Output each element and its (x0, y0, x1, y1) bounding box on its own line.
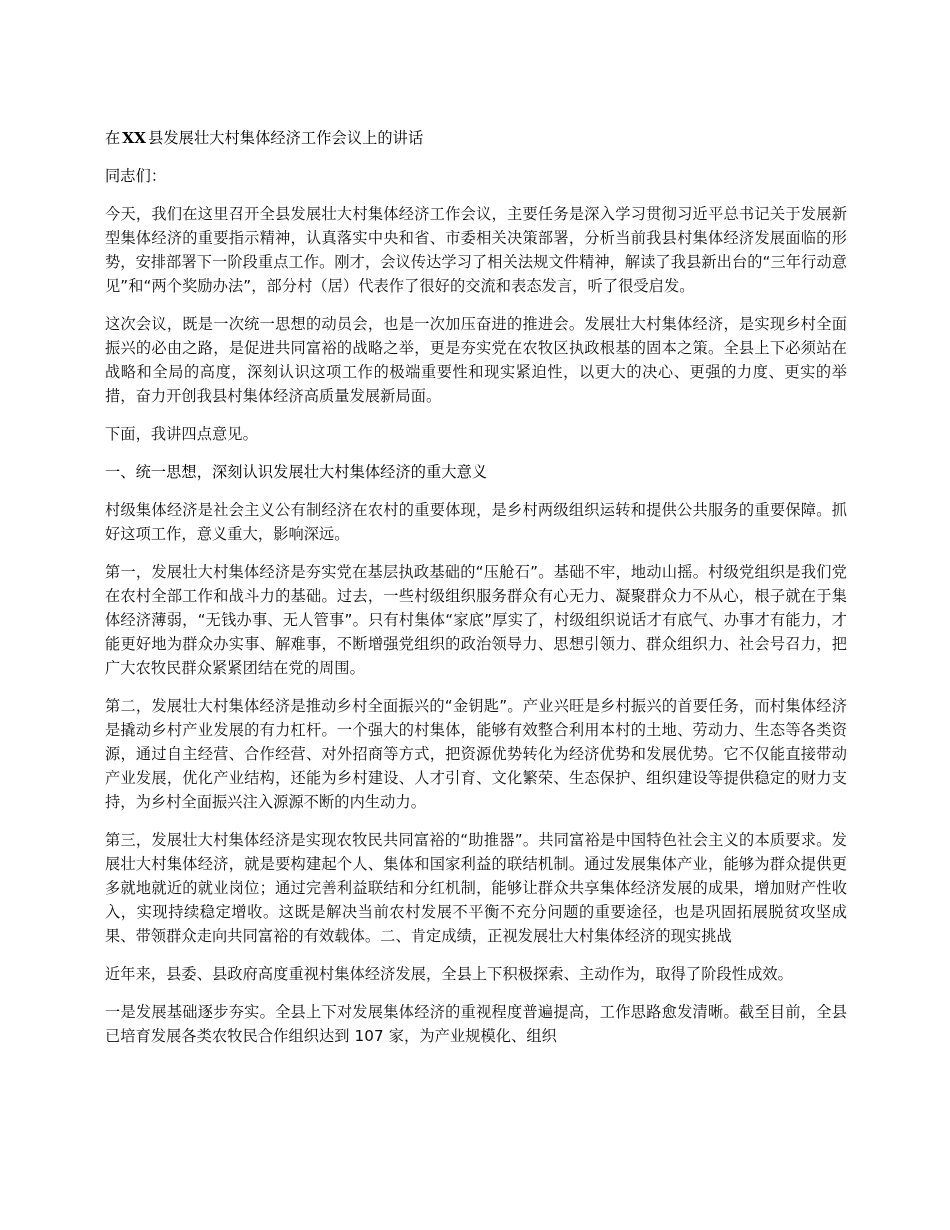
paragraph-village-economy-definition: 村级集体经济是社会主义公有制经济在农村的重要体现，是乡村两级组织运转和提供公共服务的重要保障。抓好这项工作，意义重大，影响深远。 (105, 501, 847, 543)
paragraph-four-points-lead: 下面，我讲四点意见。 (105, 425, 258, 443)
paragraph-achievement-one: 一是发展基础逐步夯实。全县上下对发展集体经济的重视程度普遍提高，工作思路愈发清晰。截至目前，全县已培育发展各类农牧民合作组织达到 107 家，为产业规模化、组织 (105, 1003, 847, 1045)
paragraph-point-second: 第二，发展壮大村集体经济是推动乡村全面振兴的“金钥匙”。产业兴旺是乡村振兴的首要任务，而村集体经济是撬动乡村产业发展的有力杠杆。一个强大的村集体，能够有效整合利用本村的土地、劳动力、生态等各类资源，通过自主经营、合作经营、对外招商等方式，把资源优势转化为经济优势和发展优势。它不仅能直接带动产业发展，优化产业结构，还能为乡村建设、人才引育、文化繁荣、生态保护、组织建设等提供稳定的财力支持，为乡村全面振兴注入源源不断的内生动力。 (105, 697, 847, 811)
document-body (105, 126, 847, 1048)
title-suffix: 县发展壮大村集体经济工作会议上的讲话 (148, 129, 424, 147)
salutation: 同志们： (105, 167, 167, 185)
paragraph-point-third: 第三，发展壮大村集体经济是实现农牧民共同富裕的“助推器”。共同富裕是中国特色社会主义的本质要求。发展壮大村集体经济，就是要构建起个人、集体和国家利益的联结机制。通过发展集体产业，能够为群众提供更多就地就近的就业岗位；通过完善利益联结和分红机制，能够让群众共享集体经济发展的成果，增加财产性收入，实现持续稳定增收。这既是解决当前农村发展不平衡不充分问题的重要途径，也是巩固拓展脱贫攻坚成果、带领群众走向共同富裕的有效载体。二、肯定成绩，正视发展壮大村集体经济的现实挑战 (105, 831, 847, 945)
title-prefix: 在 (105, 129, 121, 147)
section-heading-one: 一、统一思想，深刻认识发展壮大村集体经济的重大意义 (105, 463, 488, 481)
paragraph-point-first: 第一，发展壮大村集体经济是夯实党在基层执政基础的“压舱石”。基础不牢，地动山摇。村级党组织是我们党在农村全部工作和战斗力的基础。过去，一些村级组织服务群众有心无力、凝聚群众力不从心，根子就在于集体经济薄弱，“无钱办事、无人管事”。只有村集体“家底”厚实了，村级组织说话才有底气、办事才有能力，才能更好地为群众办实事、解难事，不断增强党组织的政治领导力、思想引领力、群众组织力、社会号召力，把广大农牧民群众紧紧团结在党的周围。 (105, 563, 847, 677)
document-title (105, 126, 847, 150)
paragraph-recent-years: 近年来，县委、县政府高度重视村集体经济发展，全县上下积极探索、主动作为，取得了阶段性成效。 (105, 965, 793, 983)
paragraph-significance: 这次会议，既是一次统一思想的动员会，也是一次加压奋进的推进会。发展壮大村集体经济，是实现乡村全面振兴的必由之路，是促进共同富裕的战略之举，更是夯实党在农牧区执政根基的固本之策。全县上下必须站在战略和全局的高度，深刻认识这项工作的极端重要性和现实紧迫性，以更大的决心、更强的力度、更实的举措，奋力开创我县村集体经济高质量发展新局面。 (105, 315, 847, 405)
paragraph-intro: 今天，我们在这里召开全县发展壮大村集体经济工作会议，主要任务是深入学习贯彻习近平总书记关于发展新型集体经济的重要指示精神，认真落实中央和省、市委相关决策部署，分析当前我县村集体经济发展面临的形势，安排部署下一阶段重点工作。刚才，会议传达学习了相关法规文件精神，解读了我县新出台的“三年行动意见”和“两个奖励办法”，部分村（居）代表作了很好的交流和表态发言，听了很受启发。 (105, 205, 847, 295)
title-placeholder-mark: XX (122, 129, 147, 147)
